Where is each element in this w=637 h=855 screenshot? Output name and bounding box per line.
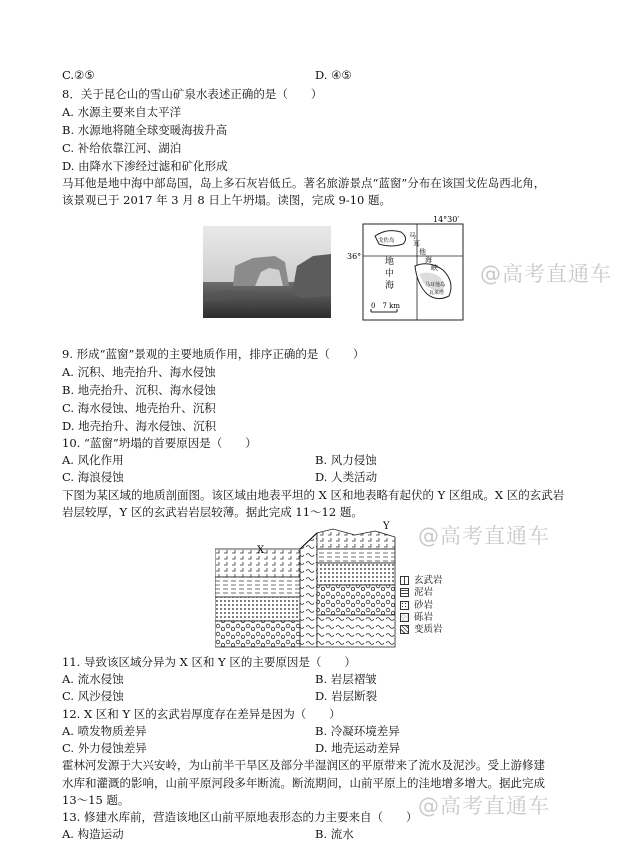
watermark-2: @高考直通车 <box>418 524 550 548</box>
map-gozo-label: 戈佐岛 <box>378 238 395 244</box>
q11-option-c: C. 风沙侵蚀 <box>62 689 124 703</box>
map-latitude: 36° <box>347 252 362 261</box>
map-strait-char-5: 峡 <box>431 264 438 272</box>
option-c-q7: C.②⑤ <box>62 68 95 82</box>
zone-x-label: X <box>257 545 265 556</box>
legend-item-conglomerate: 砾岩 <box>400 612 443 624</box>
q12-option-b: B. 冷凝环境差异 <box>315 724 400 738</box>
passage-malta-2: 该景观已于 2017 年 3 月 8 日上午坍塌。读图，完成 9-10 题。 <box>62 193 391 207</box>
q11-option-d: D. 岩层断裂 <box>315 689 378 703</box>
q13-option-b: B. 流水 <box>315 827 354 841</box>
option-a: A. 水源主要来自太平洋 <box>62 105 182 119</box>
watermark-3: @高考直通车 <box>418 794 550 818</box>
map-sea-char-2: 中 <box>385 269 395 279</box>
passage-malta-1: 马耳他是地中海中部岛国，岛上多石灰岩低丘。著名旅游景点“蓝窗”分布在该国戈佐岛西北角， <box>62 176 546 190</box>
q11-option-a: A. 流水侵蚀 <box>62 672 124 686</box>
conglomerate-swatch <box>400 613 409 622</box>
passage-huolin-1: 霍林河发源于大兴安岭，为山前半干旱区及部分半湿润区的平原带来了流水及泥沙。受上游修建 <box>62 758 545 772</box>
map-sea-char-3: 海 <box>385 281 395 291</box>
map-strait-char-1: 马 <box>409 232 416 240</box>
option-b: B. 水源地将随全球变暖海拔升高 <box>62 123 228 137</box>
map-longitude: 14°30′ <box>433 216 460 224</box>
legend-item-sandstone: 砂岩 <box>400 600 443 612</box>
q10-option-c: C. 海浪侵蚀 <box>62 470 124 484</box>
mudstone-swatch <box>400 588 409 597</box>
watermark-1: @高考直通车 <box>480 262 612 286</box>
option-c: C. 补给依靠江河、湖泊 <box>62 141 182 155</box>
q12-option-d: D. 地壳运动差异 <box>315 741 401 755</box>
map-malta-island-label: 马耳他岛 <box>425 282 446 288</box>
q9-option-c: C. 海水侵蚀、地壳抬升、沉积 <box>62 401 216 415</box>
question-9: 9. 形成“蓝窗”景观的主要地质作用，排序正确的是（ ） <box>62 347 365 361</box>
q12-option-c: C. 外力侵蚀差异 <box>62 741 147 755</box>
malta-map <box>345 216 471 324</box>
q11-option-b: B. 岩层褶皱 <box>315 672 377 686</box>
basalt-swatch <box>400 576 409 585</box>
question-13: 13. 修建水库前，营造该地区山前平原地表形态的力主要来自（ ） <box>62 810 418 824</box>
legend-item-metamorphic: 变质岩 <box>400 624 443 636</box>
passage-huolin-2: 水库和灌溉的影响，山前平原河段多年断流。断流期间，山前平原上的洼地增多增大。据此完成 <box>62 776 545 790</box>
q9-option-d: D. 地壳抬升、海水侵蚀、沉积 <box>62 419 217 433</box>
q9-option-a: A. 沉积、地壳抬升、海水侵蚀 <box>62 365 216 379</box>
passage-geo-2: 岩层较厚，Y 区的玄武岩岩层较薄。据此完成 11～12 题。 <box>62 505 363 519</box>
map-strait-char-2: 耳 <box>413 240 420 248</box>
map-scale: 0 7 km <box>371 302 401 310</box>
passage-geo-1: 下图为某区域的地质剖面图。该区域由地表平坦的 X 区和地表略有起伏的 Y 区组成。X 区的玄武岩 <box>62 488 565 502</box>
q12-option-a: A. 喷发物质差异 <box>62 724 147 738</box>
map-sea-char-1: 地 <box>385 257 395 267</box>
q10-option-a: A. 风化作用 <box>62 453 124 467</box>
metamorphic-swatch <box>400 625 409 634</box>
zone-y-label: Y <box>383 521 390 532</box>
map-strait-char-3: 他 <box>419 248 426 256</box>
map-valletta-label: 瓦莱塔 <box>429 290 445 296</box>
q13-option-a: A. 构造运动 <box>62 827 124 841</box>
legend-item-mudstone: 泥岩 <box>400 587 443 599</box>
option-d-q7: D. ④⑤ <box>315 68 352 82</box>
option-d: D. 由降水下渗经过滤和矿化形成 <box>62 159 228 173</box>
passage-huolin-3: 13～15 题。 <box>62 793 130 807</box>
azure-window-photo <box>203 226 331 318</box>
question-8: 8．关于昆仑山的雪山矿泉水表述正确的是（ ） <box>62 87 323 101</box>
question-11: 11. 导致该区域分异为 X 区和 Y 区的主要原因是（ ） <box>62 655 356 669</box>
geology-legend <box>400 575 443 636</box>
question-12: 12. X 区和 Y 区的玄武岩厚度存在差异是因为（ ） <box>62 707 341 721</box>
sandstone-swatch <box>400 601 409 610</box>
q10-option-d: D. 人类活动 <box>315 470 378 484</box>
q9-option-b: B. 地壳抬升、沉积、海水侵蚀 <box>62 383 216 397</box>
q10-option-b: B. 风力侵蚀 <box>315 453 377 467</box>
question-10: 10. “蓝窗”坍塌的首要原因是（ ） <box>62 436 257 450</box>
legend-item-basalt: 玄武岩 <box>400 575 443 587</box>
map-strait-char-4: 海 <box>425 256 432 264</box>
